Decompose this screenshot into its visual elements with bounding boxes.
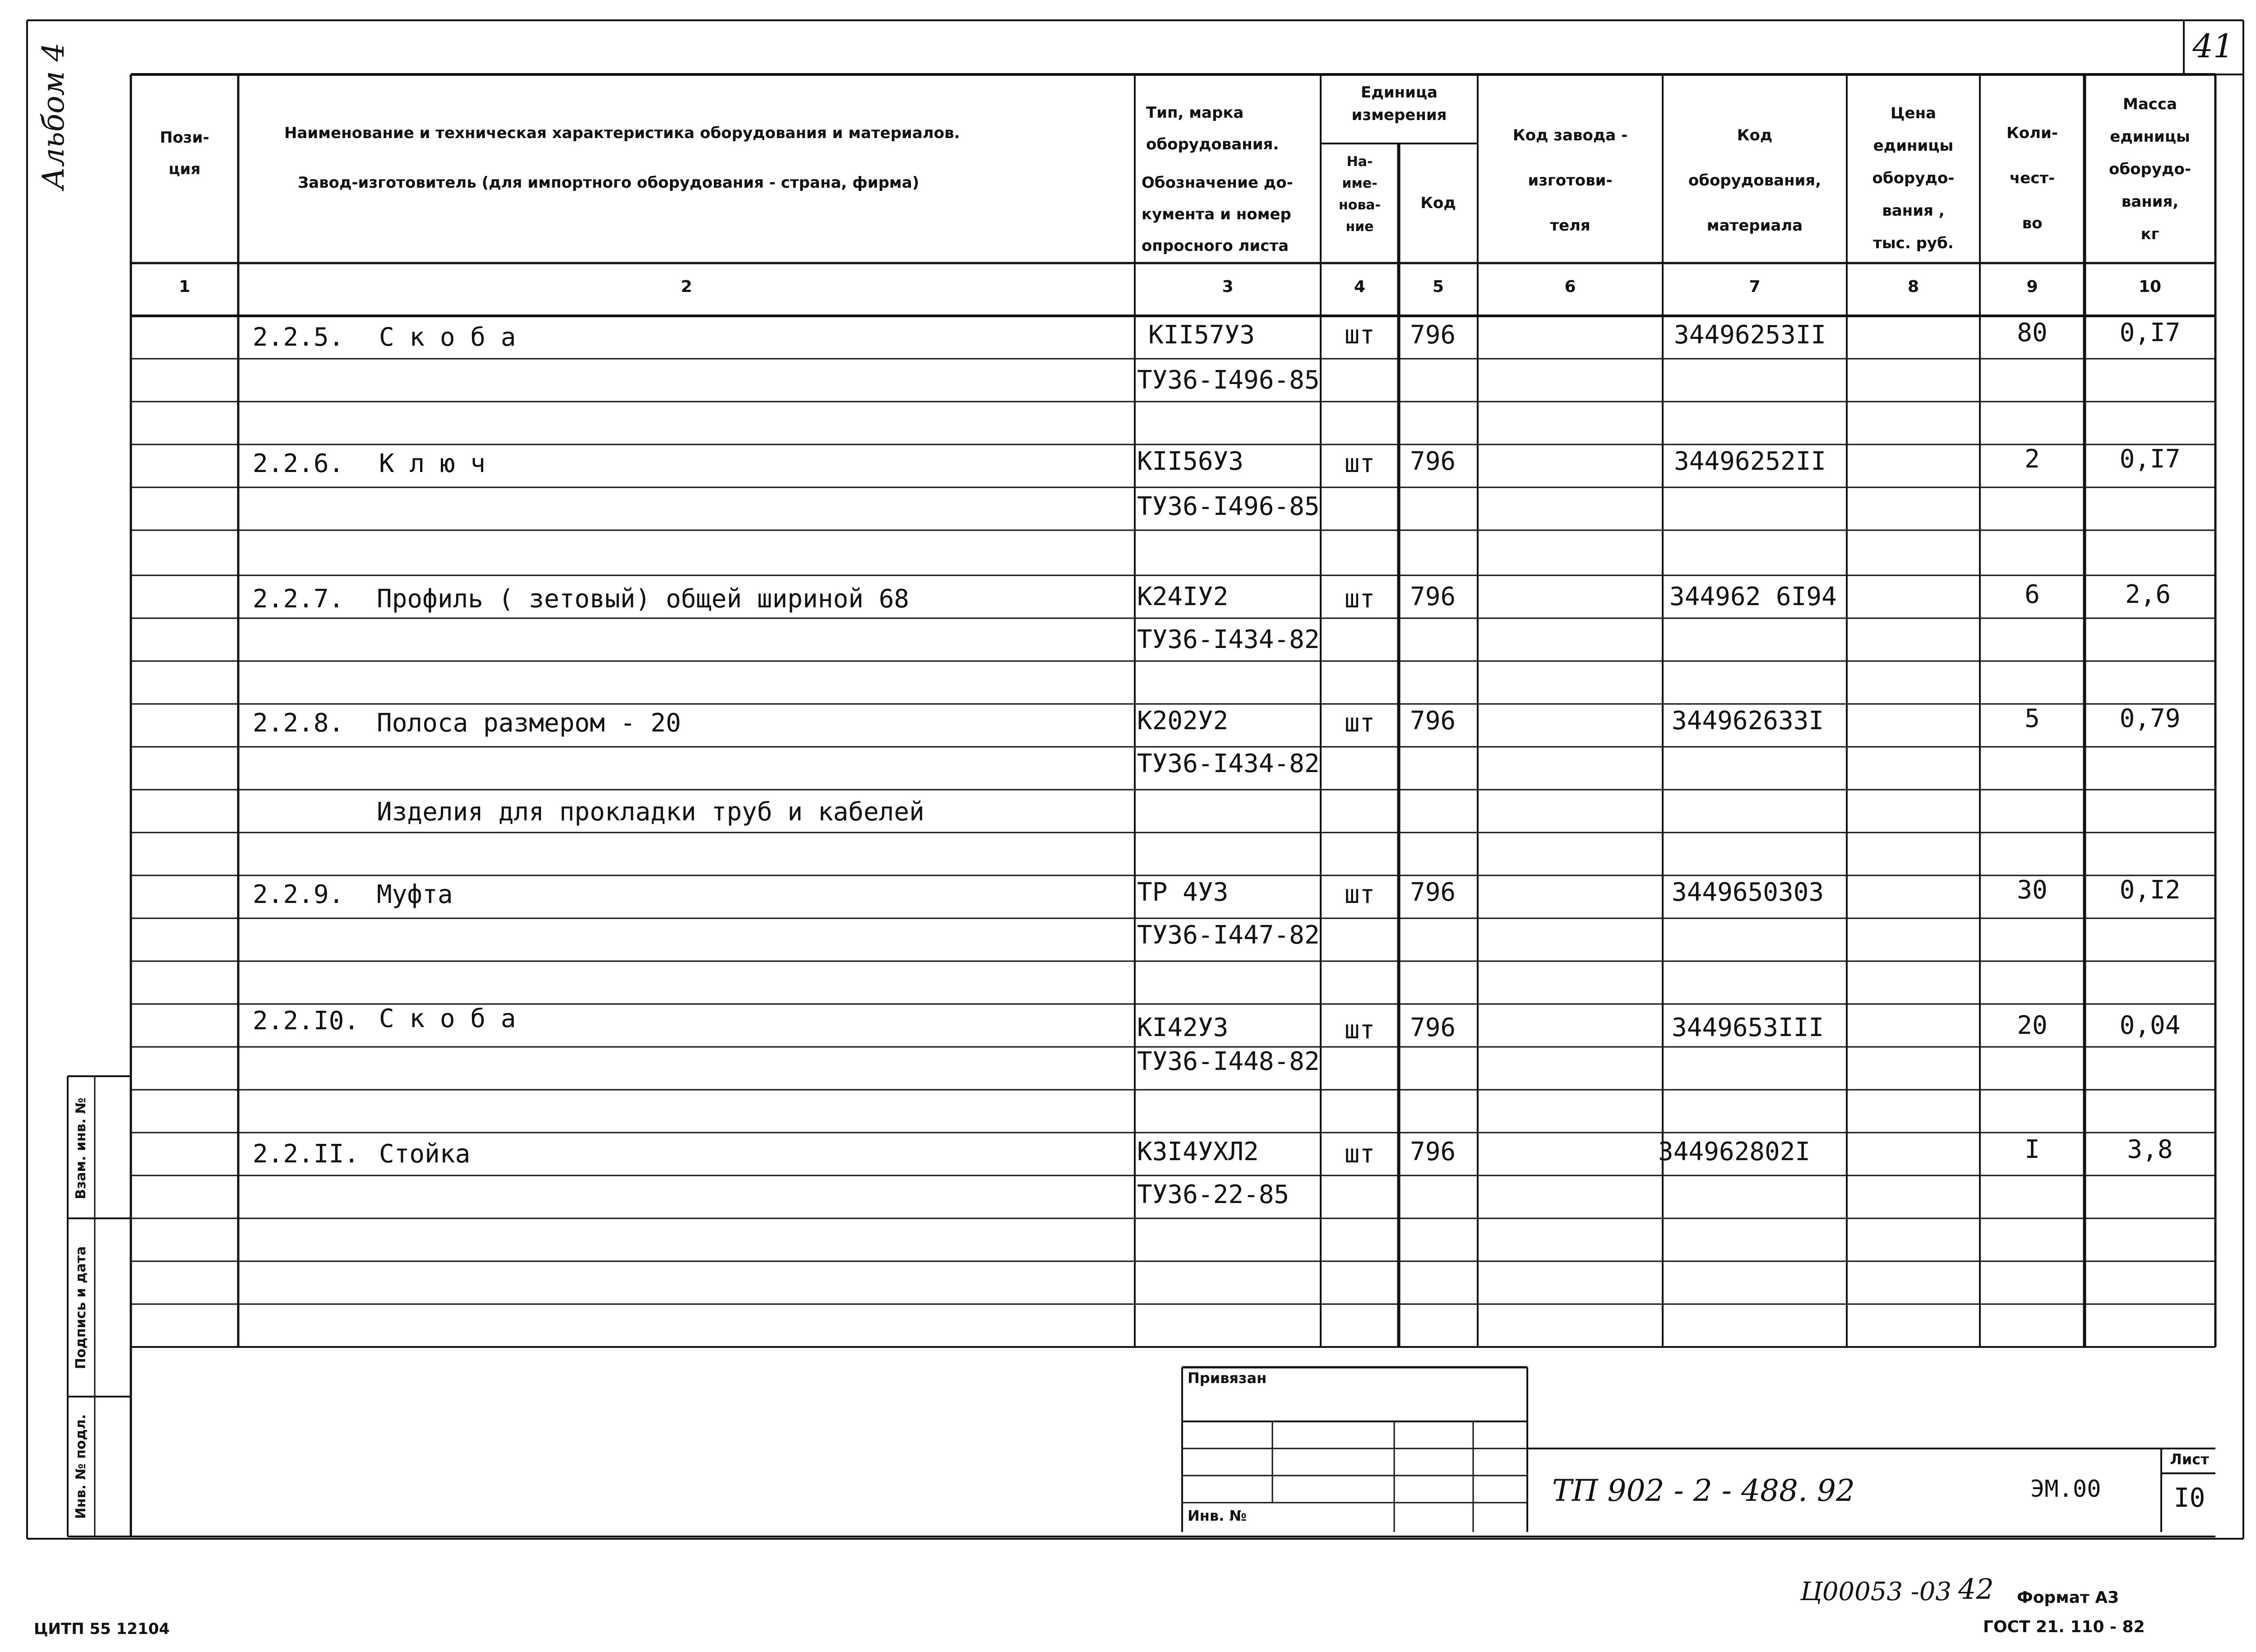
header-type-3: Обозначение до- [1142, 174, 1293, 192]
header-quantity: Коли- чест- во [2006, 124, 2058, 232]
col-num-5: 5 [1432, 278, 1444, 296]
header-type-2: оборудования. [1146, 135, 1279, 153]
item-quantity: 2 [2025, 444, 2040, 474]
item-unit: шт [1344, 708, 1375, 738]
item-doc: ТУ36-I447-82 [1137, 921, 1320, 950]
col-num-2: 2 [680, 278, 693, 296]
item-doc: ТУ36-I434-82 [1137, 749, 1320, 778]
item-name: Стойка [379, 1139, 471, 1169]
item-name: К л ю ч [379, 449, 486, 478]
side-label-original-inv: Инв. № подл. [73, 1414, 89, 1519]
item-unit: шт [1344, 1015, 1375, 1045]
item-mass: 3,8 [2127, 1135, 2173, 1164]
stamp-inv-no: Инв. № [1188, 1507, 1247, 1524]
item-doc: ТУ36-I496-85 [1137, 366, 1320, 395]
item-quantity: 6 [2025, 580, 2040, 609]
footer-cipt: ЦИТП 55 12104 [34, 1620, 170, 1638]
item-mass: 2,6 [2125, 580, 2171, 609]
stamp-sheet-number: I0 [2173, 1482, 2205, 1513]
side-label-replacement-inv: Взам. инв. № [73, 1097, 89, 1199]
header-name-line-1: Наименование и техническая характеристика оборудования и материалов. [284, 124, 960, 142]
header-equipment-code: Код оборудования, материала [1688, 126, 1821, 235]
item-position: 2.2.9. [253, 880, 344, 909]
page-number: 41 [2192, 27, 2234, 65]
item-quantity: 20 [2017, 1011, 2048, 1040]
section-heading: Изделия для прокладки труб и кабелей [377, 797, 925, 827]
col-num-1: 1 [179, 278, 190, 296]
item-unit-code: 796 [1410, 878, 1456, 907]
item-name: С к о б а [379, 1004, 516, 1033]
item-position: 2.2.5. [253, 323, 344, 352]
stamp-mark: ЭМ.00 [2030, 1476, 2101, 1503]
item-quantity: 5 [2025, 704, 2040, 733]
header-name-line-2: Завод-изготовитель (для импортного оборудования - страна, фирма) [298, 174, 920, 192]
item-mass: 0,I7 [2119, 444, 2181, 474]
header-type-4: кумента и номер [1142, 205, 1291, 223]
col-num-6: 6 [1564, 278, 1576, 296]
item-type: КII57У3 [1148, 320, 1255, 350]
item-equipment-code: 3449653III [1672, 1013, 1824, 1042]
item-unit: шт [1344, 320, 1375, 350]
item-doc: ТУ36-I434-82 [1137, 625, 1320, 654]
item-name: С к о б а [379, 323, 516, 352]
item-position: 2.2.6. [253, 449, 344, 478]
item-unit-code: 796 [1410, 1137, 1456, 1166]
col-num-8: 8 [1907, 278, 1919, 296]
header-price: Цена единицы оборудо- вания , тыс. руб. [1872, 104, 1955, 252]
item-unit-code: 796 [1410, 447, 1456, 476]
footer-format: Формат А3 [2017, 1588, 2119, 1607]
item-unit-code: 796 [1410, 582, 1456, 611]
col-num-10: 10 [2138, 278, 2162, 296]
header-mass: Масса единицы оборудо- вания, кг [2109, 95, 2191, 243]
col-num-7: 7 [1749, 278, 1761, 296]
item-position: 2.2.7. [253, 584, 344, 614]
item-position: 2.2.II. [253, 1139, 360, 1169]
item-type: К202У2 [1137, 706, 1229, 736]
item-unit: шт [1344, 584, 1375, 614]
col-num-3: 3 [1222, 278, 1234, 296]
item-equipment-code: 34496253II [1674, 320, 1826, 350]
item-mass: 0,79 [2119, 704, 2181, 733]
item-position: 2.2.8. [253, 708, 344, 738]
item-mass: 0,I7 [2119, 318, 2181, 347]
header-unit-code: Код [1420, 194, 1456, 212]
footer-page-two: 42 [1958, 1573, 1994, 1606]
item-unit-code: 796 [1410, 320, 1456, 350]
stamp-doc-code: ТП 902 - 2 - 488. 92 [1552, 1473, 1855, 1508]
col-num-9: 9 [2026, 278, 2038, 296]
item-doc: ТУ36-22-85 [1137, 1180, 1290, 1209]
item-equipment-code: 3449650303 [1672, 878, 1824, 907]
footer-order-number: Ц00053 -03 [1800, 1577, 1951, 1606]
header-type-1: Тип, марка [1146, 104, 1244, 122]
item-equipment-code: 344962 6I94 [1669, 582, 1837, 611]
stamp-privyazan: Привязан [1188, 1370, 1267, 1387]
item-equipment-code: 34496252II [1674, 447, 1826, 476]
header-factory-code: Код завода - изготови- теля [1512, 126, 1628, 235]
item-unit-code: 796 [1410, 1013, 1456, 1042]
stamp-sheet-label: Лист [2170, 1451, 2209, 1468]
item-quantity: I [2025, 1135, 2040, 1164]
item-type: ТР 4У3 [1137, 878, 1229, 907]
item-name: Профиль ( зетовый) общей шириной 68 [377, 584, 910, 614]
item-unit: шт [1344, 449, 1375, 478]
side-label-signature-date: Подпись и дата [73, 1246, 89, 1370]
item-doc: ТУ36-I496-85 [1137, 492, 1320, 521]
header-type-5: опросного листа [1142, 237, 1289, 255]
header-position: Пози- ция [160, 129, 209, 178]
item-name: Полоса размером - 20 [377, 708, 681, 738]
item-mass: 0,I2 [2119, 875, 2181, 905]
item-name: Муфта [377, 880, 453, 909]
album-label: Альбом 4 [36, 42, 71, 190]
col-num-4: 4 [1354, 278, 1366, 296]
item-equipment-code: 344962802I [1658, 1137, 1811, 1166]
item-doc: ТУ36-I448-82 [1137, 1047, 1320, 1076]
item-mass: 0,04 [2119, 1011, 2181, 1040]
item-type: КII56У3 [1137, 447, 1244, 476]
item-equipment-code: 344962633I [1672, 706, 1824, 736]
item-quantity: 30 [2017, 875, 2048, 905]
header-unit-group: Единица измерения [1351, 83, 1447, 124]
item-unit-code: 796 [1410, 706, 1456, 736]
item-unit: шт [1344, 1139, 1375, 1169]
item-type: К3I4УХЛ2 [1137, 1137, 1259, 1166]
item-type: КI42У3 [1137, 1013, 1229, 1042]
header-unit-name: На- име- нова- ние [1338, 154, 1381, 235]
item-unit: шт [1344, 880, 1375, 909]
footer-gost: ГОСТ 21. 110 - 82 [1983, 1618, 2145, 1636]
item-type: К24IУ2 [1137, 582, 1229, 611]
item-position: 2.2.I0. [253, 1006, 360, 1036]
item-quantity: 80 [2017, 318, 2048, 347]
